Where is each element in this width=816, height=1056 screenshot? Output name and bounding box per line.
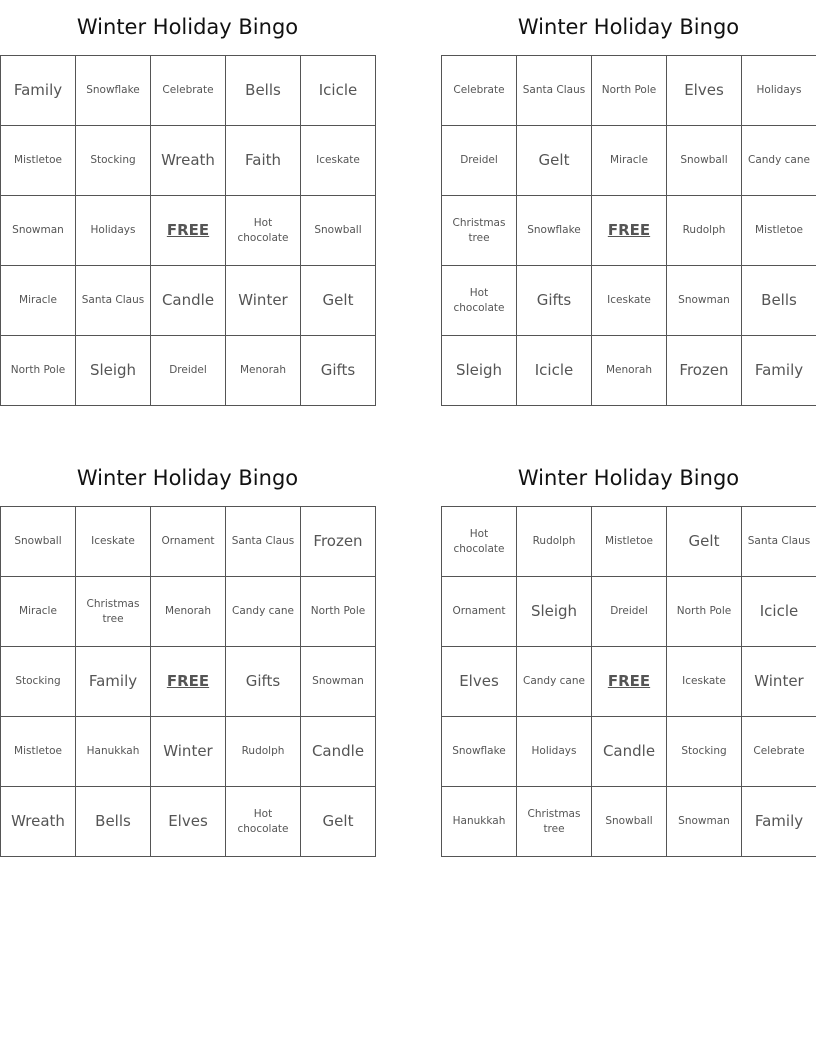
bingo-cell: Holidays: [742, 56, 816, 126]
bingo-cell: Candle: [151, 266, 226, 336]
bingo-cell: Wreath: [1, 787, 76, 857]
bingo-cell: Christmas tree: [442, 196, 517, 266]
bingo-row: [1, 196, 376, 266]
bingo-row: [1, 647, 376, 717]
bingo-cell: Gelt: [517, 126, 592, 196]
bingo-cell: Dreidel: [592, 577, 667, 647]
bingo-cell: Iceskate: [76, 507, 151, 577]
bingo-cell: Snowman: [1, 196, 76, 266]
bingo-cell: Snowball: [1, 507, 76, 577]
bingo-cell: Icicle: [301, 56, 376, 126]
bingo-row: [442, 56, 816, 126]
bingo-cell: Gelt: [301, 787, 376, 857]
bingo-row: [442, 647, 816, 717]
bingo-cell: Snowflake: [442, 717, 517, 787]
bingo-cell: Frozen: [301, 507, 376, 577]
bingo-cell: Icicle: [742, 577, 816, 647]
bingo-cell: Santa Claus: [226, 507, 301, 577]
bingo-cell: Miracle: [1, 266, 76, 336]
bingo-cell: Frozen: [667, 336, 742, 406]
bingo-cell: Snowball: [592, 787, 667, 857]
bingo-cell: Hot chocolate: [226, 787, 301, 857]
bingo-grid: [0, 55, 376, 406]
bingo-row: [1, 507, 376, 577]
bingo-cell: Iceskate: [301, 126, 376, 196]
bingo-row: [1, 56, 376, 126]
bingo-cell: Mistletoe: [1, 126, 76, 196]
bingo-cell: Holidays: [76, 196, 151, 266]
bingo-cell: Santa Claus: [76, 266, 151, 336]
card-title: Winter Holiday Bingo: [76, 466, 299, 490]
bingo-cell: Holidays: [517, 717, 592, 787]
bingo-cell: Family: [742, 787, 816, 857]
bingo-cell: Sleigh: [517, 577, 592, 647]
bingo-grid: [0, 506, 376, 857]
bingo-row: [442, 196, 816, 266]
bingo-row: [442, 336, 816, 406]
bingo-row: [442, 266, 816, 336]
bingo-cell: Dreidel: [151, 336, 226, 406]
bingo-cell: Mistletoe: [742, 196, 816, 266]
bingo-cell: Snowman: [667, 266, 742, 336]
card-title: Winter Holiday Bingo: [517, 466, 740, 490]
bingo-cell: Stocking: [1, 647, 76, 717]
bingo-cell: Hanukkah: [442, 787, 517, 857]
bingo-cell: Snowball: [667, 126, 742, 196]
bingo-row: [1, 577, 376, 647]
bingo-cell: Celebrate: [151, 56, 226, 126]
bingo-cell: Family: [76, 647, 151, 717]
bingo-cell: Mistletoe: [1, 717, 76, 787]
bingo-row: [1, 787, 376, 857]
free-space: FREE: [151, 196, 226, 266]
bingo-row: [442, 787, 816, 857]
free-space: FREE: [592, 196, 667, 266]
bingo-cell: Hot chocolate: [226, 196, 301, 266]
bingo-cell: Dreidel: [442, 126, 517, 196]
bingo-cell: Miracle: [592, 126, 667, 196]
bingo-cell: Candy cane: [226, 577, 301, 647]
bingo-row: [1, 717, 376, 787]
free-space: FREE: [151, 647, 226, 717]
bingo-cell: Family: [1, 56, 76, 126]
bingo-cell: Snowman: [667, 787, 742, 857]
card-title: Winter Holiday Bingo: [76, 15, 299, 39]
free-space: FREE: [592, 647, 667, 717]
bingo-cell: Menorah: [226, 336, 301, 406]
bingo-cell: Rudolph: [517, 507, 592, 577]
bingo-cell: Bells: [742, 266, 816, 336]
bingo-cell: Hot chocolate: [442, 507, 517, 577]
bingo-cell: Candy cane: [517, 647, 592, 717]
bingo-cell: Menorah: [151, 577, 226, 647]
bingo-cell: Ornament: [442, 577, 517, 647]
bingo-cell: Iceskate: [667, 647, 742, 717]
bingo-cell: Celebrate: [442, 56, 517, 126]
bingo-cell: Hot chocolate: [442, 266, 517, 336]
bingo-cell: Wreath: [151, 126, 226, 196]
bingo-cell: Gelt: [667, 507, 742, 577]
bingo-cell: Christmas tree: [76, 577, 151, 647]
bingo-cell: Miracle: [1, 577, 76, 647]
bingo-cell: Snowball: [301, 196, 376, 266]
bingo-cell: Mistletoe: [592, 507, 667, 577]
bingo-cell: Hanukkah: [76, 717, 151, 787]
bingo-cell: Gelt: [301, 266, 376, 336]
bingo-cell: Iceskate: [592, 266, 667, 336]
bingo-row: [442, 507, 816, 577]
bingo-grid: [441, 55, 816, 406]
bingo-row: [442, 717, 816, 787]
bingo-cell: Snowflake: [517, 196, 592, 266]
bingo-cell: Winter: [151, 717, 226, 787]
bingo-cell: Celebrate: [742, 717, 816, 787]
bingo-cell: Sleigh: [442, 336, 517, 406]
bingo-row: [442, 577, 816, 647]
bingo-card: [0, 451, 375, 857]
bingo-cell: North Pole: [301, 577, 376, 647]
bingo-cell: Bells: [226, 56, 301, 126]
bingo-cell: Elves: [667, 56, 742, 126]
bingo-card: [441, 0, 816, 406]
bingo-cell: Elves: [442, 647, 517, 717]
card-title: Winter Holiday Bingo: [517, 15, 740, 39]
bingo-cell: Christmas tree: [517, 787, 592, 857]
bingo-card: [441, 451, 816, 857]
bingo-cell: Family: [742, 336, 816, 406]
bingo-cell: Candle: [592, 717, 667, 787]
bingo-cell: Winter: [742, 647, 816, 717]
bingo-cell: Candle: [301, 717, 376, 787]
bingo-cell: Santa Claus: [742, 507, 816, 577]
bingo-cell: Santa Claus: [517, 56, 592, 126]
bingo-row: [1, 266, 376, 336]
bingo-cell: Bells: [76, 787, 151, 857]
bingo-cell: Sleigh: [76, 336, 151, 406]
bingo-row: [1, 336, 376, 406]
bingo-row: [1, 126, 376, 196]
bingo-cell: Snowman: [301, 647, 376, 717]
bingo-cell: Snowflake: [76, 56, 151, 126]
bingo-cell: North Pole: [667, 577, 742, 647]
bingo-cell: Faith: [226, 126, 301, 196]
bingo-cell: North Pole: [592, 56, 667, 126]
bingo-cell: Rudolph: [226, 717, 301, 787]
bingo-cell: Icicle: [517, 336, 592, 406]
bingo-cell: Elves: [151, 787, 226, 857]
bingo-grid: [441, 506, 816, 857]
bingo-cell: Candy cane: [742, 126, 816, 196]
bingo-cell: North Pole: [1, 336, 76, 406]
bingo-cell: Gifts: [301, 336, 376, 406]
bingo-cell: Rudolph: [667, 196, 742, 266]
bingo-cell: Menorah: [592, 336, 667, 406]
bingo-card: [0, 0, 375, 406]
bingo-cell: Gifts: [226, 647, 301, 717]
bingo-row: [442, 126, 816, 196]
bingo-cell: Stocking: [76, 126, 151, 196]
bingo-cell: Gifts: [517, 266, 592, 336]
bingo-cell: Ornament: [151, 507, 226, 577]
bingo-cell: Stocking: [667, 717, 742, 787]
bingo-cell: Winter: [226, 266, 301, 336]
